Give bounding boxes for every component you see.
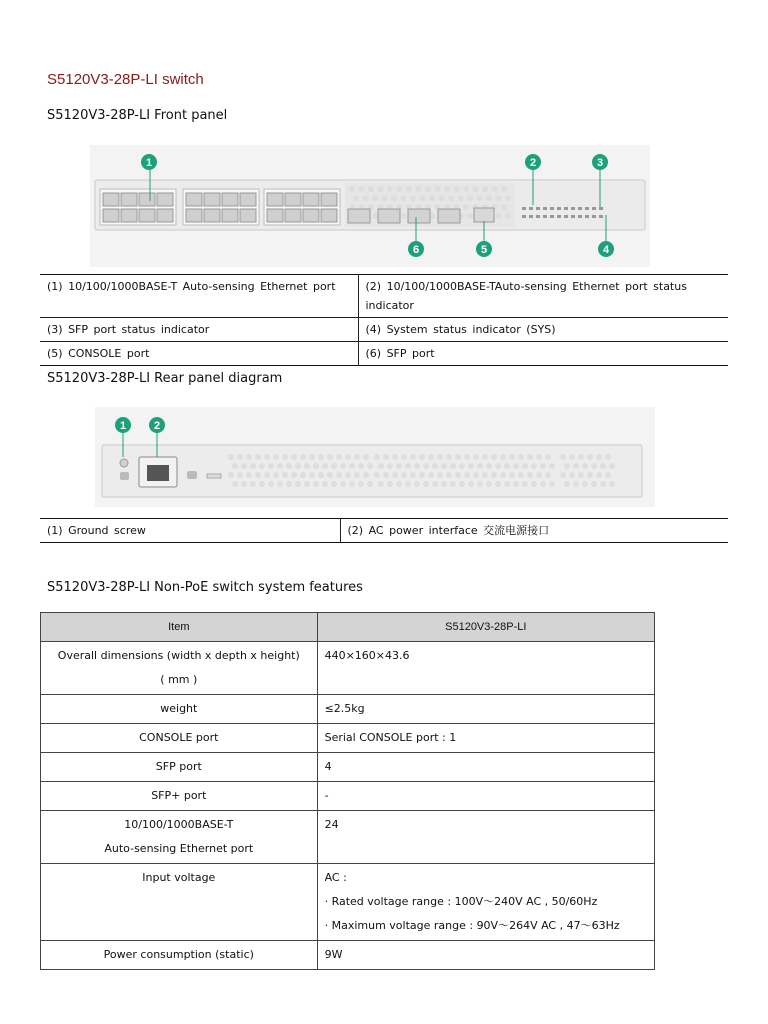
- item-cell: [41, 695, 318, 724]
- legend-cell: (1) 10/100/1000BASE-T Auto-sensing Ethernet port: [40, 275, 358, 318]
- callout-3: [592, 154, 608, 170]
- front-panel-image: [90, 145, 650, 267]
- legend-cell: (5) CONSOLE port: [40, 342, 358, 366]
- item-line: Auto-sensing Ethernet port: [104, 842, 254, 855]
- table-row: [41, 811, 655, 864]
- value-cell: [317, 811, 654, 864]
- item-line: 10/100/1000BASE-T: [124, 818, 234, 831]
- value-line: 9W: [324, 948, 343, 961]
- rear-panel-heading: S5120V3-28P-LI Rear panel diagram: [47, 371, 283, 386]
- table-row: [41, 642, 655, 695]
- item-cell: [41, 753, 318, 782]
- table-row: [41, 782, 655, 811]
- callout-2: [525, 154, 541, 170]
- table-header-row: [41, 613, 655, 642]
- item-cell: [41, 642, 318, 695]
- item-line: Power consumption (static): [103, 948, 254, 961]
- value-line: ≤2.5kg: [324, 702, 365, 715]
- callout-1: [141, 154, 157, 170]
- value-line: · Rated voltage range : 100V～240V AC , 50/60Hz: [324, 895, 598, 908]
- table-row: [41, 753, 655, 782]
- svg-text:6: 6: [412, 244, 420, 256]
- table-row: [41, 724, 655, 753]
- rear-panel-legend: [40, 518, 728, 543]
- item-cell: [41, 782, 318, 811]
- document-title: S5120V3-28P-LI switch: [47, 71, 204, 88]
- value-cell: [317, 695, 654, 724]
- front-panel-legend: [40, 274, 728, 366]
- item-line: SFP+ port: [151, 789, 207, 802]
- item-cell: [41, 811, 318, 864]
- item-line: Overall dimensions (width x depth x height): [57, 649, 300, 662]
- value-cell: [317, 864, 654, 941]
- item-cell: [41, 724, 318, 753]
- value-line: 4: [324, 760, 332, 773]
- value-cell: [317, 941, 654, 970]
- rear-callout-1: [115, 417, 131, 433]
- value-line: 440×160×43.6: [324, 649, 410, 662]
- legend-cell: (2) 10/100/1000BASE-TAuto-sensing Ethernet port status indicator: [358, 275, 728, 318]
- legend-cell: (3) SFP port status indicator: [40, 318, 358, 342]
- value-cell: [317, 642, 654, 695]
- svg-text:1: 1: [145, 157, 153, 169]
- legend-cell: (4) System status indicator (SYS): [358, 318, 728, 342]
- item-line: Input voltage: [142, 871, 216, 884]
- value-line: 24: [324, 818, 339, 831]
- rear-panel-image: [95, 407, 655, 507]
- item-line: ( mm ): [160, 673, 198, 686]
- front-panel-heading: S5120V3-28P-LI Front panel: [47, 108, 228, 123]
- features-table: [40, 612, 655, 970]
- svg-text:2: 2: [529, 157, 537, 169]
- svg-text:3: 3: [596, 157, 604, 169]
- value-cell: [317, 753, 654, 782]
- legend-cell: (2) AC power interface 交流电源接口: [340, 519, 728, 543]
- column-header-model: S5120V3-28P-LI: [317, 613, 654, 642]
- value-line: Serial CONSOLE port : 1: [324, 731, 457, 744]
- legend-cell: (6) SFP port: [358, 342, 728, 366]
- svg-text:4: 4: [602, 244, 610, 256]
- legend-row: [40, 519, 728, 543]
- features-heading: S5120V3-28P-LI Non-PoE switch system features: [47, 580, 363, 595]
- svg-text:2: 2: [153, 420, 161, 432]
- callout-4: [598, 241, 614, 257]
- item-line: SFP port: [155, 760, 202, 773]
- item-line: CONSOLE port: [139, 731, 219, 744]
- callout-6: [408, 241, 424, 257]
- table-row: [41, 695, 655, 724]
- value-cell: [317, 724, 654, 753]
- item-cell: [41, 941, 318, 970]
- table-row: [41, 941, 655, 970]
- item-line: weight: [160, 702, 198, 715]
- value-line: -: [324, 789, 329, 802]
- svg-text:1: 1: [119, 420, 127, 432]
- rj45-port-group: [100, 189, 340, 225]
- callout-5: [476, 241, 492, 257]
- value-line: AC :: [324, 871, 347, 884]
- legend-row: [40, 275, 728, 318]
- rear-callout-2: [149, 417, 165, 433]
- legend-row: [40, 342, 728, 366]
- svg-text:5: 5: [480, 244, 488, 256]
- table-row: [41, 864, 655, 941]
- value-cell: [317, 782, 654, 811]
- column-header-item: Item: [41, 613, 318, 642]
- legend-row: [40, 318, 728, 342]
- value-line: · Maximum voltage range : 90V～264V AC , 47～63Hz: [324, 919, 620, 932]
- item-cell: [41, 864, 318, 941]
- legend-cell: (1) Ground screw: [40, 519, 340, 543]
